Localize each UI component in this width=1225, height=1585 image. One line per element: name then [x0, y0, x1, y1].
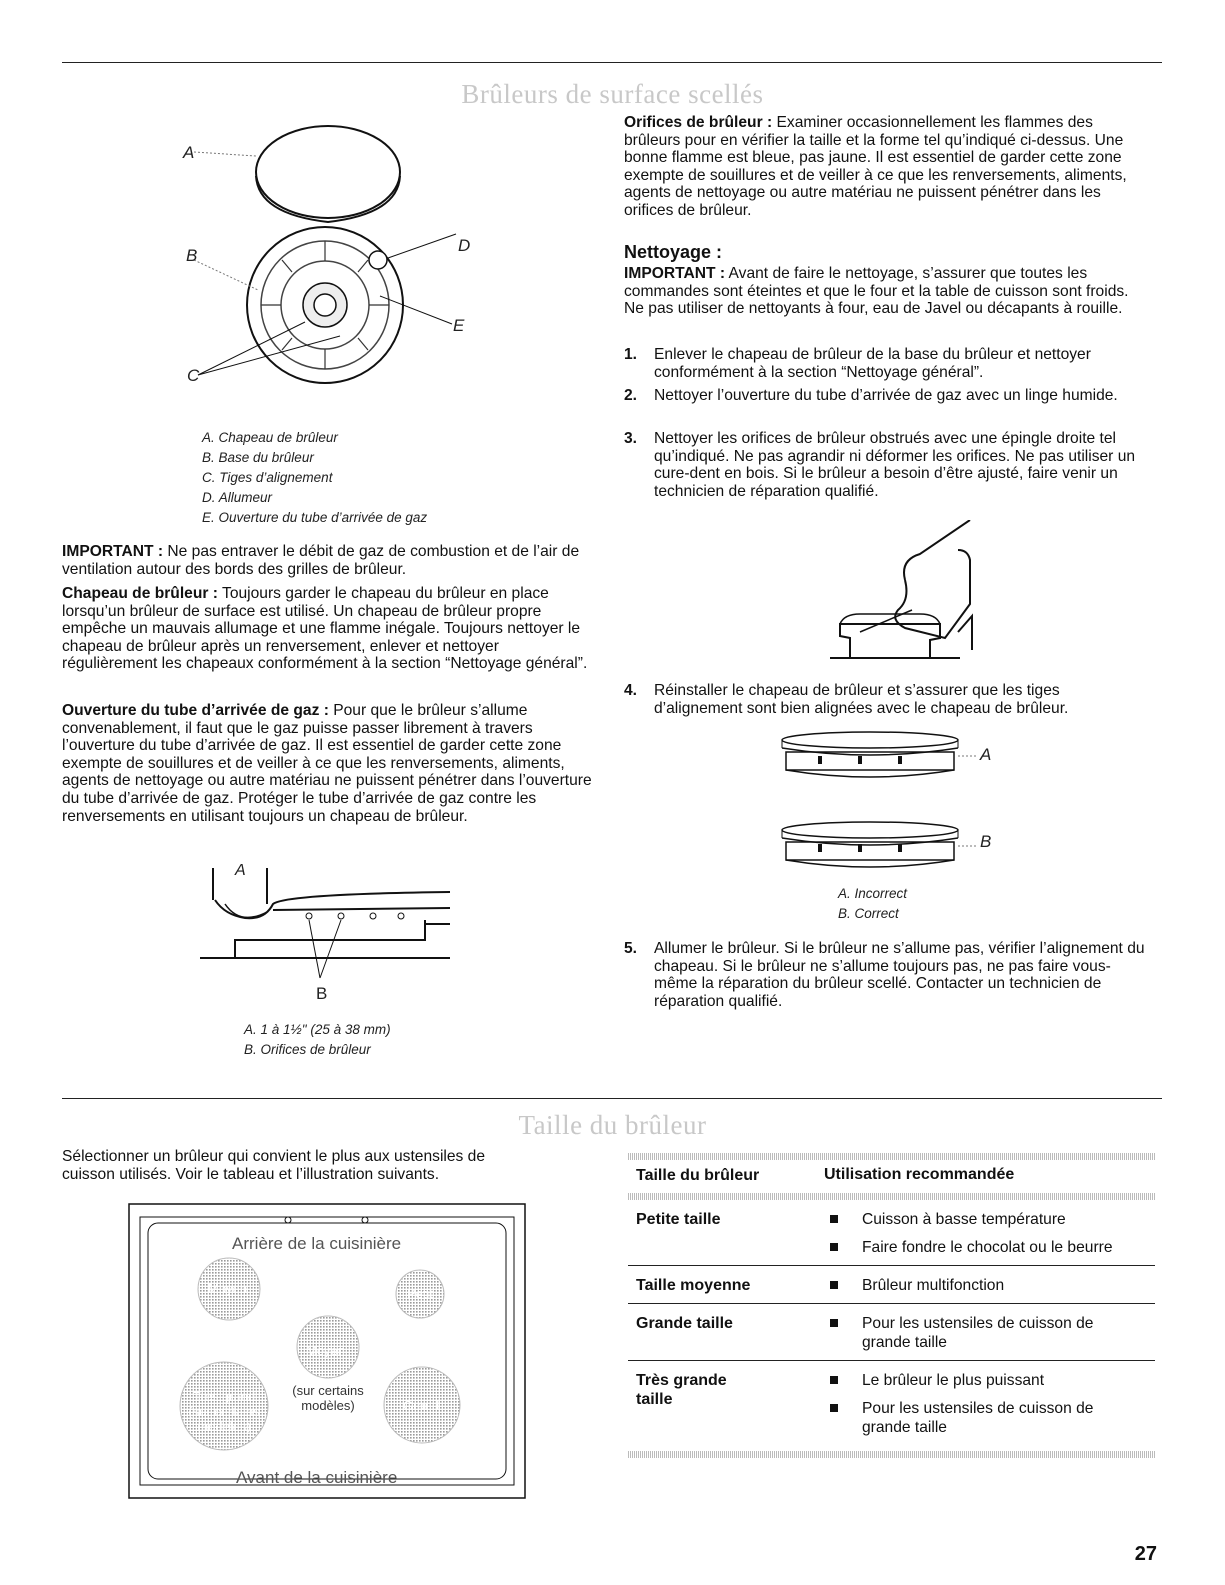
caption-line: C. Tiges d’alignement	[202, 470, 333, 485]
burner-label-grand: Grand	[403, 1398, 440, 1413]
nettoyage-important-paragraph	[624, 265, 1152, 318]
caption-line: A. Chapeau de brûleur	[202, 430, 338, 445]
ouverture-text: Pour que le brûleur s’allume convenablement, il faut que le gaz puisse passer librement à travers l’ouverture du tube d’arrivée de gaz. Il est essentiel de garder cette zone exempte de souillures et de veiller à ce que les renversements, aliments, agents de nettoyage ou autre matériau ne puissent pénétrer dans l’ouverture du tube d’arrivée de gaz. Protéger le tube d’arrivée de gaz contre les renversements en utilisant toujours un chapeau de brûleur.	[62, 702, 592, 825]
use-item: Pour les ustensiles de cuisson de grande taille	[824, 1399, 1122, 1437]
orifices-paragraph	[624, 114, 1152, 220]
center-note	[276, 1383, 380, 1413]
row-size: Grande taille	[636, 1315, 733, 1332]
orifices-label: Orifices de brûleur :	[624, 114, 773, 131]
fig4-caption-b: B. Correct	[838, 906, 899, 921]
table-row	[628, 1266, 1155, 1304]
fig2-label-b: B	[316, 984, 328, 1003]
fig1-label-d: D	[458, 236, 471, 255]
fig2-label-a: A	[235, 862, 246, 879]
diagram-front-label: Avant de la cuisinière	[236, 1468, 398, 1487]
important-text: Ne pas entraver le débit de gaz de combustion et de l’air de ventilation autour des bords des grilles de brûleur.	[62, 543, 580, 578]
tres-grand-line-3: modèles)	[197, 1419, 251, 1434]
row-uses	[824, 1210, 1155, 1257]
table-header	[628, 1160, 1155, 1193]
fig1-label-a: A	[183, 143, 195, 162]
header-size: Taille du brûleur	[636, 1167, 760, 1184]
row-uses	[824, 1314, 1155, 1352]
use-item: Cuisson à basse température	[824, 1210, 1155, 1229]
caption-line: E. Ouverture du tube d’arrivée de gaz	[202, 510, 428, 525]
page-number: 27	[1134, 1543, 1157, 1565]
burner-size-table	[628, 1153, 1155, 1458]
table-header-hatch	[628, 1193, 1155, 1200]
fig4-label-a: A	[980, 745, 992, 764]
center-note-line-2: modèles)	[301, 1398, 355, 1413]
middle-rule	[62, 1098, 1162, 1099]
important-paragraph	[62, 543, 592, 578]
chapeau-label: Chapeau de brûleur :	[62, 585, 218, 602]
top-rule	[62, 62, 1162, 63]
step-text: Réinstaller le chapeau de brûleur et s’assurer que les tiges d’alignement sont bien alignées avec le chapeau de brûleur.	[654, 682, 1069, 717]
caption-line: D. Allumeur	[202, 490, 273, 505]
row-size: Petite taille	[636, 1211, 721, 1228]
ouverture-label: Ouverture du tube d’arrivée de gaz :	[62, 702, 329, 719]
cap-alignment-illustration	[780, 728, 980, 878]
burner-label-tres-grand	[176, 1389, 272, 1434]
step-text: Allumer le brûleur. Si le brûleur ne s’allume pas, vérifier l’alignement du chapeau. Si le brûleur ne s’allume toujours pas, ne pas faire vous-même la réparation du brûleur scellé. Contacter un technicien de réparation qualifié.	[654, 940, 1145, 1010]
row-uses	[824, 1276, 1155, 1295]
section-title-burner-size: Taille du brûleur	[518, 1110, 707, 1140]
step-text: Nettoyer l’ouverture du tube d’arrivée de gaz avec un linge humide.	[654, 387, 1118, 404]
table-bottom-hatch	[628, 1451, 1155, 1458]
orifices-text: Examiner occasionnellement les flammes des brûleurs pour en vérifier la taille et la forme tel qu’indiqué ci-dessus. Une bonne flamme est bleue, pas jaune. Il est essentiel de garder cette zone exempte de souillures et de veiller à ce que les renversements, aliments, agents de nettoyage ou autre matériau ne puissent pénétrer dans les orifices de brûleur.	[624, 114, 1127, 219]
table-row	[628, 1361, 1155, 1445]
fig4-label-b: B	[980, 832, 992, 851]
section-title-sealed-burners: Brûleurs de surface scellés	[461, 79, 764, 109]
fig4-caption-a: A. Incorrect	[838, 886, 908, 901]
step-number: 1.	[624, 346, 638, 363]
nettoyage-important-label: IMPORTANT :	[624, 265, 726, 282]
ouverture-paragraph	[62, 702, 592, 825]
row-size: Très grande taille	[636, 1372, 727, 1408]
header-usage: Utilisation recommandée	[824, 1166, 1015, 1183]
burner-label-petit: Petit	[407, 1286, 434, 1301]
fig1-label-c: C	[187, 366, 200, 385]
step-number: 3.	[624, 430, 638, 447]
tres-grand-line-2: (sur certains	[188, 1404, 260, 1419]
burner-size-intro: Sélectionner un brûleur qui convient le plus aux ustensiles de cuisson utilisés. Voir le tableau et l’illustration suivants.	[62, 1148, 486, 1183]
tres-grand-line-1: Très grand	[192, 1389, 256, 1404]
step-text: Enlever le chapeau de brûleur de la base du brûleur et nettoyer conformément à la section “Nettoyage général”.	[654, 346, 1091, 381]
burner-label-moyen-center: Moyen	[306, 1343, 346, 1358]
row-uses	[824, 1371, 1155, 1437]
step-number: 5.	[624, 940, 638, 957]
fig2-caption-a: A. 1 à 1½" (25 à 38 mm)	[244, 1022, 391, 1037]
cleaning-pin-illustration	[820, 520, 995, 665]
table-top-hatch	[628, 1153, 1155, 1160]
use-item: Pour les ustensiles de cuisson de grande taille	[824, 1314, 1122, 1352]
row-size: Taille moyenne	[636, 1277, 751, 1294]
burner-label-moyen-left: Moyen	[208, 1281, 248, 1296]
table-row	[628, 1304, 1155, 1361]
important-label: IMPORTANT :	[62, 543, 164, 560]
diagram-back-label: Arrière de la cuisinière	[232, 1234, 402, 1253]
chapeau-paragraph	[62, 585, 592, 673]
nettoyage-important-text: Avant de faire le nettoyage, s’assurer que toutes les commandes sont éteintes et que le four et la table de cuisson sont froids. Ne pas utiliser de nettoyants à four, eau de Javel ou décapants à rouille.	[624, 265, 1129, 318]
burner-parts-illustration	[170, 110, 500, 410]
chapeau-text: Toujours garder le chapeau du brûleur en place lorsqu’un brûleur de surface est utilisé. Un chapeau de brûleur propre empêche un mauvais allumage et une flamme inégale. Toujours nettoyer le chapeau de brûleur après un renversement, enlever et nettoyer régulièrement les chapeaux conformément à la section “Nettoyage général”.	[62, 585, 588, 673]
center-note-line-1: (sur certains	[292, 1383, 364, 1398]
step-number: 2.	[624, 387, 638, 404]
caption-line: B. Base du brûleur	[202, 450, 314, 465]
cap-correct	[782, 822, 958, 867]
use-item: Faire fondre le chocolat ou le beurre	[824, 1238, 1155, 1257]
fig2-caption-b: B. Orifices de brûleur	[244, 1042, 371, 1057]
fig1-label-e: E	[453, 316, 465, 335]
cap-incorrect	[782, 732, 958, 777]
step-number: 4.	[624, 682, 638, 699]
use-item: Le brûleur le plus puissant	[824, 1371, 1155, 1390]
step-text: Nettoyer les orifices de brûleur obstrués avec une épingle droite tel qu’indiqué. Ne pas agrandir ni déformer les orifices. Ne pas utiliser un cure-dent en bois. Si le brûleur a besoin d’être ajusté, faire venir un technicien de réparation qualifié.	[654, 430, 1136, 500]
use-item: Brûleur multifonction	[824, 1276, 1155, 1295]
fig1-label-b: B	[186, 246, 198, 265]
table-row	[628, 1200, 1155, 1266]
nettoyage-heading: Nettoyage :	[624, 242, 723, 262]
